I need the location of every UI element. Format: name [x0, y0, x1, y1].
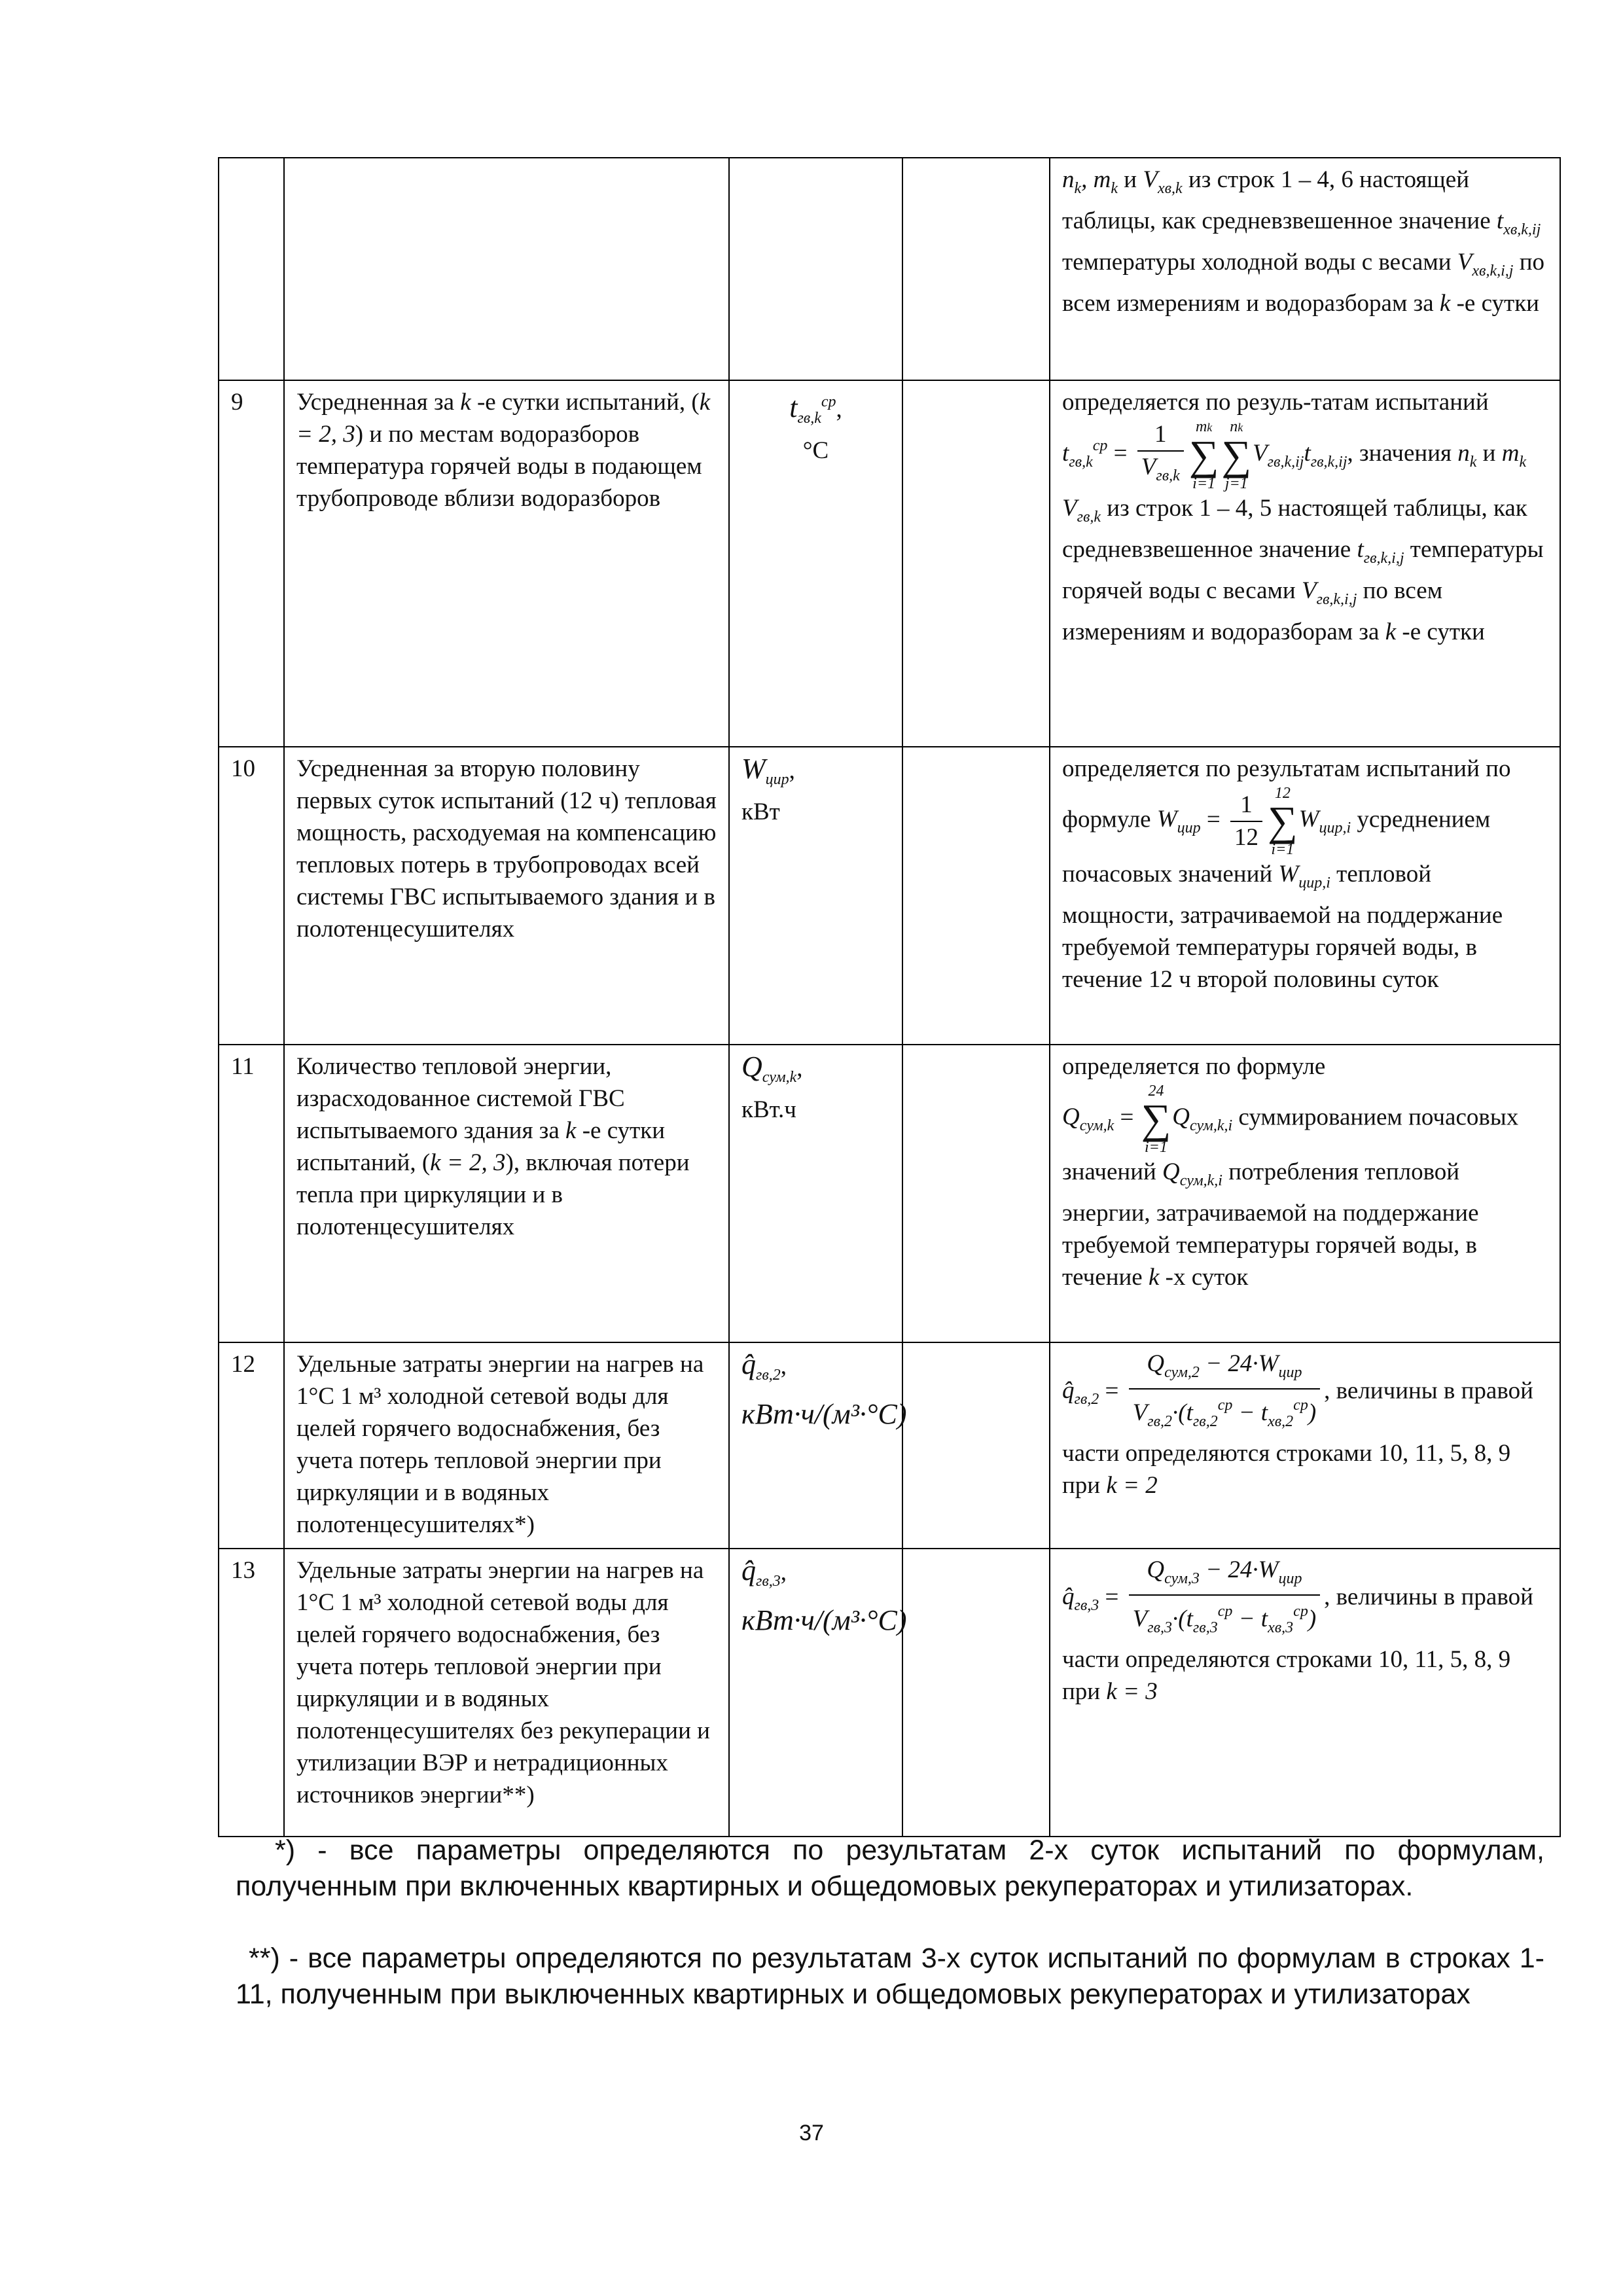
row-description: $q̂_{гв,2}$ = $\frac{Q_{сум,2} - 24\cdot W_{цир}}{V_{гв,2}\cdot(t_{гв,2}^{ср} - t_{хв,2}^{ср})}$ , величины в правой части определяются строками 10, 11, 5, 8, 9 при k = 2	[1050, 1342, 1560, 1549]
row-symbol: $W_{цир}$, кВт	[729, 747, 902, 1045]
row-number: 13	[219, 1549, 284, 1837]
row-description: $q̂_{гв,3}$ = $\frac{Q_{сум,3} - 24\cdot W_{цир}}{V_{гв,3}\cdot(t_{гв,3}^{ср} - t_{хв,3}^{ср})}$ , величины в правой части определяются строками 10, 11, 5, 8, 9 при k = 3	[1050, 1549, 1560, 1837]
table-row	[219, 1342, 1560, 1549]
table-row	[219, 1045, 1560, 1342]
page-number: 37	[799, 2121, 824, 2145]
table-row	[219, 747, 1560, 1045]
row-name: Усредненная за k -е сутки испытаний, (k = 2, 3) и по местам водоразборов температура горячей воды в подающем трубопроводе вблизи водоразборов	[284, 380, 729, 747]
row-name: Количество тепловой энергии, израсходованное системой ГВС испытываемого здания за k -е сутки испытаний, (k = 2, 3), включая потери тепла при циркуляции и в полотенцесушителях	[284, 1045, 729, 1342]
row-name: Удельные затраты энергии на нагрев на 1°С 1 м³ холодной сетевой воды для целей горячего водоснабжения, без учета потерь тепловой энергии при циркуляции и в водяных полотенцесушителях без рекуперации и утилизации ВЭР и нетрадиционных источников энергии**)	[284, 1549, 729, 1837]
parameters-table	[218, 157, 1561, 1837]
table-row	[219, 380, 1560, 747]
table-row	[219, 1549, 1560, 1837]
row-symbol: $Q_{сум,k}$, кВт.ч	[729, 1045, 902, 1342]
row-description: определяется по формуле $Q_{сум,k}$ = 24 ∑ i=1 $Q_{сум,k,i}$ суммированием почасовых значений $Q_{сум,k,i}$ потребления тепловой энергии, затрачиваемой на поддержание требуемой температуры горячей воды, в течение k -х суток	[1050, 1045, 1560, 1342]
row-symbol: $t_{гв,k}^{ср}$, °C	[729, 380, 902, 747]
row-number: 9	[219, 380, 284, 747]
row-symbol: $q̂_{гв,3}$, кВт·ч/(м³·°С)	[729, 1549, 902, 1837]
row-number: 10	[219, 747, 284, 1045]
footnote-1: *) - все параметры определяются по результатам 2-х суток испытаний по формулам, полученным при включенных квартирных и общедомовых рекуператорах и утилизаторах.	[236, 1835, 1544, 1902]
row-name: Усредненная за вторую половину первых суток испытаний (12 ч) тепловая мощность, расходуемая на компенсацию тепловых потерь в трубопроводах всей системы ГВС испытываемого здания и в полотенцесушителях	[284, 747, 729, 1045]
row-symbol: $q̂_{гв,2}$, кВт·ч/(м³·°С)	[729, 1342, 902, 1549]
row-description: определяется по результатам испытаний по формуле $W_{цир}$ = $\frac{1}{12}$ 12 ∑ i=1 $W_{цир,i}$ усреднением почасовых значений $W_{цир,i}$ тепловой мощности, затрачиваемой на поддержание требуемой температуры горячей воды, в течение 12 ч второй половины суток	[1050, 747, 1560, 1045]
table-row	[219, 158, 1560, 380]
row-number: 12	[219, 1342, 284, 1549]
row-name: Удельные затраты энергии на нагрев на 1°С 1 м³ холодной сетевой воды для целей горячего водоснабжения, без учета потерь тепловой энергии при циркуляции и в водяных полотенцесушителях*)	[284, 1342, 729, 1549]
row-description: определяется по резуль-татам испытаний $t_{гв,k}^{ср}$ = $\frac{1}{V_{гв,k}}$ mk ∑ i=1 nk ∑ j=1 $V_{гв,k,ij}t_{гв,k,ij}$, значения $n_k$ и $m_k$ $V_{гв,k}$ из строк 1 – 4, 5 настоящей таблицы, как средневзвешенное значение $t_{гв,k,i,j}$ температуры горячей воды с весами $V_{гв,k,i,j}$ по всем измерениям и водоразборам за k -е сутки	[1050, 380, 1560, 747]
footnote-2: **) - все параметры определяются по результатам 3-х суток испытаний по формулам в строках 1-11, полученным при выключенных квартирных и общедомовых рекуператорах и утилизаторах	[236, 1943, 1544, 2010]
row-description: $n_k$, $m_k$ и $V_{хв,k}$ из строк 1 – 4, 6 настоящей таблицы, как средневзвешенное значение $t_{хв,k,ij}$ температуры холодной воды с весами $V_{хв,k,i,j}$ по всем измерениям и водоразборам за k -е сутки	[1050, 158, 1560, 380]
row-number: 11	[219, 1045, 284, 1342]
